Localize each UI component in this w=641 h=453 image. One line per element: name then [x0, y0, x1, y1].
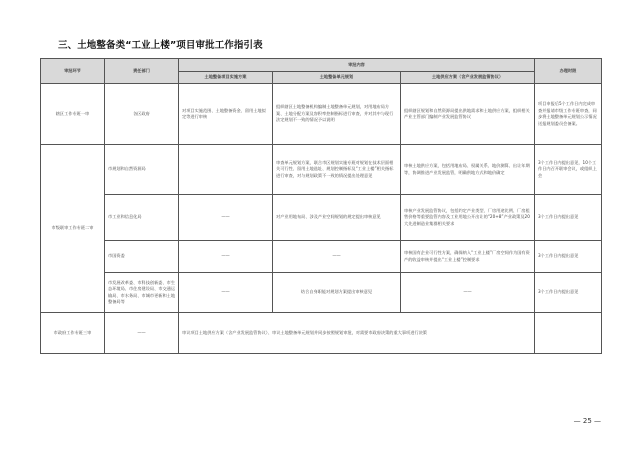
plan-cell: —— [179, 273, 273, 313]
deadline-cell: 3个工作日内提出意见，10个工作日内召开联审会议，或组织上会 [535, 145, 602, 195]
stage-cell: 市级联审工作专班二审 [41, 145, 105, 313]
deadline-cell [535, 313, 602, 354]
unit-cell: 组织辖区土地整备机构编制土地整备单元规划，对用地布局方案、土地分配方案及容积率控制指标进行审查，并对其中与现行法定规划不一致的情况予以说明 [273, 84, 401, 145]
table-row [41, 273, 602, 313]
plan-cell [179, 145, 273, 195]
unit-cell: 结合自身职能对规划方案提出审核意见 [273, 273, 401, 313]
page-number: — 25 — [573, 417, 601, 425]
table-row [41, 313, 602, 354]
page-title: 三、土地整备类“工业上楼”项目审批工作指引表 [58, 40, 263, 51]
plan-cell: 对项目实施范围、土地整备资金、留用土地拟定等进行审核 [179, 84, 273, 145]
deadline-cell: 3个工作日内提出意见 [535, 241, 602, 273]
supply-cell: 审核产业发展监管协议，包括约定产业类型、厂房用途比例、厂房租售价格等重要监管内容及工业用地公开出让的“20+8”产业政策及20大先进制造业集群相关要求 [401, 195, 535, 241]
table-row [41, 145, 602, 195]
department-cell: 各区政府 [105, 84, 179, 145]
table-row [41, 195, 602, 241]
supply-cell: —— [401, 273, 535, 313]
table-row [41, 241, 602, 273]
table-row [41, 84, 602, 145]
unit-cell: 审查单元规划方案，联合市区规划实施专班对规划在技术层面相关可行性、留用土地选址、规划控制指标及“工业上楼”相关指标进行审查，对与规划政策不一致的情况提出处理意见 [273, 145, 401, 195]
stage-cell: 市政府工作专班三审 [41, 313, 105, 354]
unit-cell: 对产业用地布局、涉及产业空间规划的规定提出审核意见 [273, 195, 401, 241]
header-supply: 土地供应方案（含产业发展监管协议） [401, 72, 535, 84]
header-plan: 土地整备项目实施方案 [179, 72, 273, 84]
plan-cell: —— [179, 241, 273, 273]
department-cell: 市国资委 [105, 241, 179, 273]
content-cell: 审议项目土地供应方案（含产业发展监管协议）、审议土地整备单元规划并同步按照规划审批，对需要市政府决策的重大事项进行决策 [179, 313, 535, 354]
department-cell: 市工业和信息化局 [105, 195, 179, 241]
header-unit: 土地整备单元规划 [273, 72, 401, 84]
deadline-cell: 3个工作日内提出意见 [535, 195, 602, 241]
stage-cell: 辖区工作专班一审 [41, 84, 105, 145]
supply-cell: 组织辖区规划和自然资源局提出供地需求和土地供应方案，组织相关产业主管部门编制产业发展监管协议 [401, 84, 535, 145]
header-content: 审批内容 [179, 59, 535, 72]
unit-cell: —— [273, 241, 401, 273]
header-deadline: 办理时限 [535, 59, 602, 84]
deadline-cell: 3个工作日内提出意见 [535, 273, 602, 313]
plan-cell: —— [179, 195, 273, 241]
supply-cell: 审核土地供应方案，包括用地布局、权属关系、地价测算、出让年期等，协调推进产业发展监管，明确供地方式和地价确定 [401, 145, 535, 195]
department-cell: —— [105, 313, 179, 354]
approval-guide-table [40, 58, 602, 354]
header-department: 责任部门 [105, 59, 179, 84]
supply-cell: 审核国有企业可行性方案，确保纳入“工业上楼”厂房空间作为国有资产的收益审核并提出“工业上楼”控制要求 [401, 241, 535, 273]
deadline-cell: 项目申报后5个工作日内完成审查并报请市级工作专班审查，同步将土地整备单元规划公示情况送报规划委员会备案。 [535, 84, 602, 145]
header-stage: 审批环节 [41, 59, 105, 84]
department-cell: 市发展改革委、市科技创新委、市生态环境局、市住房建设局、市交通运输局、市水务局、市城市更新和土地整备局等 [105, 273, 179, 313]
department-cell: 市规划和自然资源局 [105, 145, 179, 195]
